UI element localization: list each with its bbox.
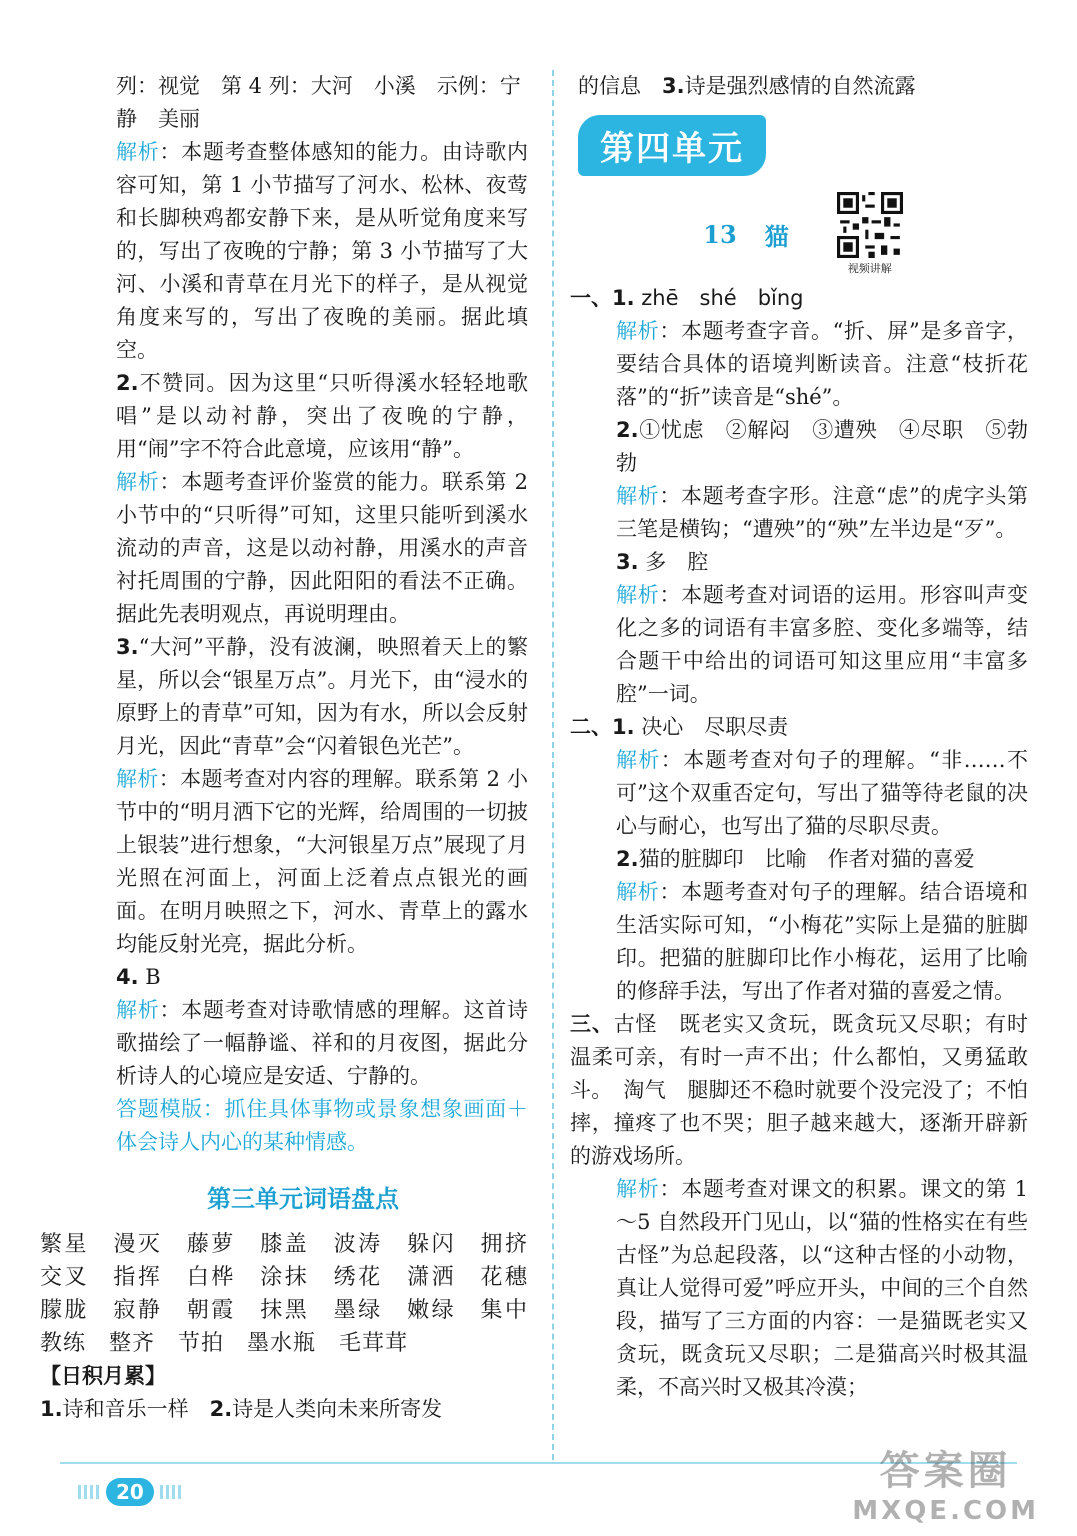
analysis-paragraph: 解析：本题考查评价鉴赏的能力。联系第 2 小节中的“只听得”可知，这里只能听到溪水流动的声音，这是以动衬静，用溪水的声音衬托周围的宁静，因此阳阳的看法不正确。据此先表明观点，再说明理由。 [116, 470, 528, 626]
analysis-tag: 解析 [116, 470, 160, 494]
watermark-top: 答案圈 [879, 1448, 1012, 1494]
qr-code-icon[interactable] [837, 192, 903, 258]
answer-paragraph: 2.①忧虑 ②解闷 ③遭殃 ④尽职 ⑤勃勃 [616, 418, 1028, 475]
answer-template: 答题模版：抓住具体事物或景象想象画面＋体会诗人内心的某种情感。 [116, 1097, 529, 1154]
page-decoration-icon [78, 1485, 100, 1499]
lesson-header [578, 192, 1028, 276]
vocab-words: 繁星 漫灭 藤萝 膝盖 波涛 躲闪 拥挤 交叉 指挥 白桦 涂抹 绣花 潇洒 花穗 朦胧 寂静 朝霞 抹黑 墨绿 嫩绿 集中 教练 整齐 节拍 墨水瓶 毛茸茸 [40, 1232, 552, 1356]
vocab-heading: 第三单元词语盘点 [207, 1185, 399, 1213]
watermark [852, 1439, 1039, 1526]
answer-paragraph: 3. 多 腔 [616, 550, 709, 574]
analysis-tag: 解析 [116, 140, 160, 164]
analysis-tag: 解析 [616, 880, 660, 904]
analysis-tag: 解析 [616, 583, 660, 607]
answer-paragraph: 2.猫的脏脚印 比喻 作者对猫的喜爱 [616, 847, 975, 871]
analysis-tag: 解析 [116, 767, 159, 791]
analysis-paragraph: 解析：本题考查对诗歌情感的理解。这首诗歌描绘了一幅静谧、祥和的月夜图，据此分析诗人的心境应是安适、宁静的。 [116, 998, 529, 1088]
answer-paragraph: 3.“大河”平静，没有波澜，映照着天上的繁星，所以会“银星万点”。月光下，由“浸水的原野上的青草”可知，因为有水，所以会反射月光，因此“青草”会“闪着银色光芒”。 [116, 635, 528, 758]
right-column [570, 70, 1029, 1404]
lesson-title: 猫 [764, 222, 789, 251]
analysis-tag: 解析 [616, 319, 660, 343]
analysis-paragraph: 解析：本题考查字形。注意“虑”的虎字头第三笔是横钩；“遭殃”的“殃”左半边是“歹”。 [616, 484, 1028, 541]
section-one-q1: 一、1. zhē shé bǐng [570, 286, 804, 310]
qr-block [837, 192, 903, 276]
analysis-paragraph: 解析：本题考查对内容的理解。联系第 2 小节中的“明月洒下它的光辉，给周围的一切披上银装”进行想象，“大河银星万点”展现了月光照在河面上，河面上泛着点点银光的画面。在明月映照之下，河水、青草上的露水均能反射光亮，据此分析。 [116, 767, 529, 956]
section-two-q1: 二、1. 决心 尽职尽责 [570, 715, 789, 739]
lesson-number: 13 [703, 219, 737, 249]
answer-line: 静 美丽 [116, 107, 200, 131]
answer-line: 列：视觉 第 4 列：大河 小溪 示例：宁 [116, 74, 521, 98]
unit-title-banner: 第四单元 [578, 115, 766, 176]
analysis-tag: 解析 [616, 748, 661, 772]
template-tag: 答题模版 [116, 1097, 203, 1121]
analysis-paragraph: 解析：本题考查对句子的理解。结合语境和生活实际可知，“小梅花”实际上是猫的脏脚印。把猫的脏脚印比作小梅花，运用了比喻的修辞手法，写出了作者对猫的喜爱之情。 [616, 880, 1029, 1003]
analysis-tag: 解析 [116, 998, 160, 1022]
page-number-block [78, 1478, 182, 1506]
answer-paragraph: 2.不赞同。因为这里“只听得溪水轻轻地歌唱”是以动衬静，突出了夜晚的宁静，用“闹”字不符合此意境，应该用“静”。 [116, 371, 528, 461]
page-decoration-icon [160, 1485, 182, 1499]
column-divider [552, 70, 554, 1460]
qr-caption: 视频讲解 [847, 262, 892, 275]
analysis-tag: 解析 [616, 484, 660, 508]
analysis-paragraph: 解析：本题考查对词语的运用。形容叫声变化之多的词语有丰富多腔、变化多端等，结合题干中给出的词语可知这里应用“丰富多腔”一词。 [616, 583, 1029, 706]
analysis-paragraph: 解析：本题考查对课文的积累。课文的第 1～5 自然段开门见山，以“猫的性格实在有些古怪”为总起段落，以“这种古怪的小动物，真让人觉得可爱”呼应开头，中间的三个自然段，描写了三方面的内容：一是猫既老实又贪玩，既贪玩又尽职；二是猫高兴时极其温柔，不高兴时又极其冷漠； [616, 1177, 1028, 1399]
analysis-paragraph: 解析：本题考查字音。“折、屏”是多音字，要结合具体的语境判断读音。注意“枝折花落”的“折”读音是“shé”。 [616, 319, 1028, 409]
analysis-paragraph: 解析：本题考查对句子的理解。“非……不可”这个双重否定句，写出了猫等待老鼠的决心与耐心，也写出了猫的尽职尽责。 [616, 748, 1028, 838]
answer-paragraph: 4. B [116, 965, 161, 989]
accumulation-heading: 【日积月累】 [40, 1364, 166, 1388]
page-number: 20 [106, 1478, 154, 1506]
accumulation-answers: 1.诗和音乐一样 2.诗是人类向未来所寄发 [40, 1397, 443, 1421]
continued-answer: 的信息 3.诗是强烈感情的自然流露 [578, 74, 916, 98]
section-three-answer: 三、古怪 既老实又贪玩，既贪玩又尽职；有时温柔可亲，有时一声不出；什么都怕，又勇猛敢斗。 淘气 腿脚还不稳时就要个没完没了；不怕摔，撞疼了也不哭；胆子越来越大，逐渐开辟新的游戏场所。 [570, 1012, 1029, 1168]
analysis-tag: 解析 [616, 1177, 660, 1201]
left-column [40, 70, 552, 1426]
analysis-paragraph: 解析：本题考查整体感知的能力。由诗歌内容可知，第 1 小节描写了河水、松林、夜莺和长脚秧鸡都安静下来，是从听觉角度来写的，写出了夜晚的宁静；第 3 小节描写了大河、小溪和青草在月光下的样子，是从视觉角度来写的，写出了夜晚的美丽。据此填空。 [116, 140, 529, 362]
watermark-bottom: MXQE.COM [852, 1496, 1039, 1526]
